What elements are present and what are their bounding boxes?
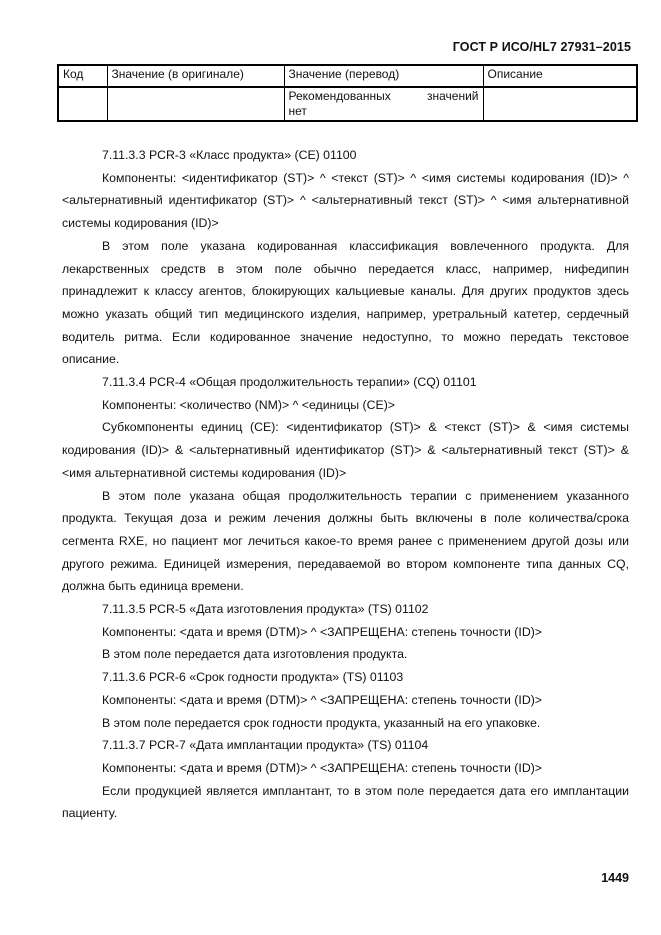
- paragraph: Компоненты: <дата и время (DTM)> ^ <ЗАПРЕЩЕНА: степень точности (ID)>: [102, 760, 542, 775]
- table-header-cell: Значение (в оригинале): [107, 65, 284, 87]
- paragraph: Субкомпоненты единиц (CE): <идентификатор (ST)> & <текст (ST)> & <имя системы кодирования (ID)> & <альтернативный идентификатор (ST)> & <альтернативный текст (ST)> & <имя альтернативной системы кодирования (ID)>: [62, 420, 629, 480]
- continuation-table: [57, 64, 638, 122]
- paragraph: Компоненты: <количество (NM)> ^ <единицы (CE)>: [102, 397, 395, 412]
- section-heading: 7.11.3.5 PCR-5 «Дата изготовления продукта» (TS) 01102: [102, 602, 429, 617]
- section-heading: 7.11.3.3 PCR-3 «Класс продукта» (CE) 01100: [102, 148, 357, 162]
- table-header-cell: Код: [58, 65, 107, 87]
- table-header-row: [58, 65, 637, 87]
- paragraph: Если продукцией является имплантант, то в этом поле передается дата его имплантации пациенту.: [62, 783, 629, 821]
- table-row: [58, 87, 637, 121]
- paragraph: В этом поле указана кодированная классификация вовлеченного продукта. Для лекарственных средств в этом поле обычно передается класс, например, нифедипин принадлежит к классу агентов, блокирующих кальциевые каналы. Для других продуктов здесь можно указать общий тип медицинского изделия, например, уретральный катетер, сердечный водитель ритма. Если кодированное значение недоступно, то можно передать текстовое описание.: [62, 238, 629, 367]
- page-number: 1449: [601, 871, 629, 885]
- section-heading: 7.11.3.4 PCR-4 «Общая продолжительность терапии» (CQ) 01101: [102, 375, 477, 390]
- table-cell-translation: [284, 87, 483, 121]
- document-code-header: ГОСТ Р ИСО/HL7 27931–2015: [452, 40, 631, 54]
- paragraph: Компоненты: <идентификатор (ST)> ^ <текст (ST)> ^ <имя системы кодирования (ID)> ^ <альтернативный идентификатор (ST)> ^ <альтернативный текст (ST)> ^ <имя альтернативной системы кодирования (ID)>: [62, 170, 629, 231]
- paragraph: В этом поле передается дата изготовления продукта.: [102, 647, 408, 662]
- section-heading: 7.11.3.6 PCR-6 «Срок годности продукта» (TS) 01103: [102, 670, 404, 685]
- paragraph: Компоненты: <дата и время (DTM)> ^ <ЗАПРЕЩЕНА: степень точности (ID)>: [102, 692, 542, 707]
- paragraph: Компоненты: <дата и время (DTM)> ^ <ЗАПРЕЩЕНА: степень точности (ID)>: [102, 624, 542, 639]
- document-body: [62, 144, 629, 825]
- translation-line: Рекомендованных значений: [288, 89, 479, 103]
- paragraph: В этом поле указана общая продолжительность терапии с применением указанного продукта. Текущая доза и режим лечения должны быть включены в поле количества/срока сегмента RXE, но пациент мог лечиться какое-то время ранее с применением другой дозы или другого режима. Единицей измерения, передаваемой во втором компоненте типа данных CQ, должна быть единица времени.: [62, 488, 629, 594]
- table-cell-code: [58, 87, 107, 121]
- section-heading: 7.11.3.7 PCR-7 «Дата имплантации продукта» (TS) 01104: [102, 738, 429, 753]
- table-cell-description: [483, 87, 637, 121]
- paragraph: В этом поле передается срок годности продукта, указанный на его упаковке.: [102, 715, 541, 730]
- table-cell-original: [107, 87, 284, 121]
- translation-line: нет: [288, 104, 307, 118]
- table-header-cell: Описание: [483, 65, 637, 87]
- table-header-cell: Значение (перевод): [284, 65, 483, 87]
